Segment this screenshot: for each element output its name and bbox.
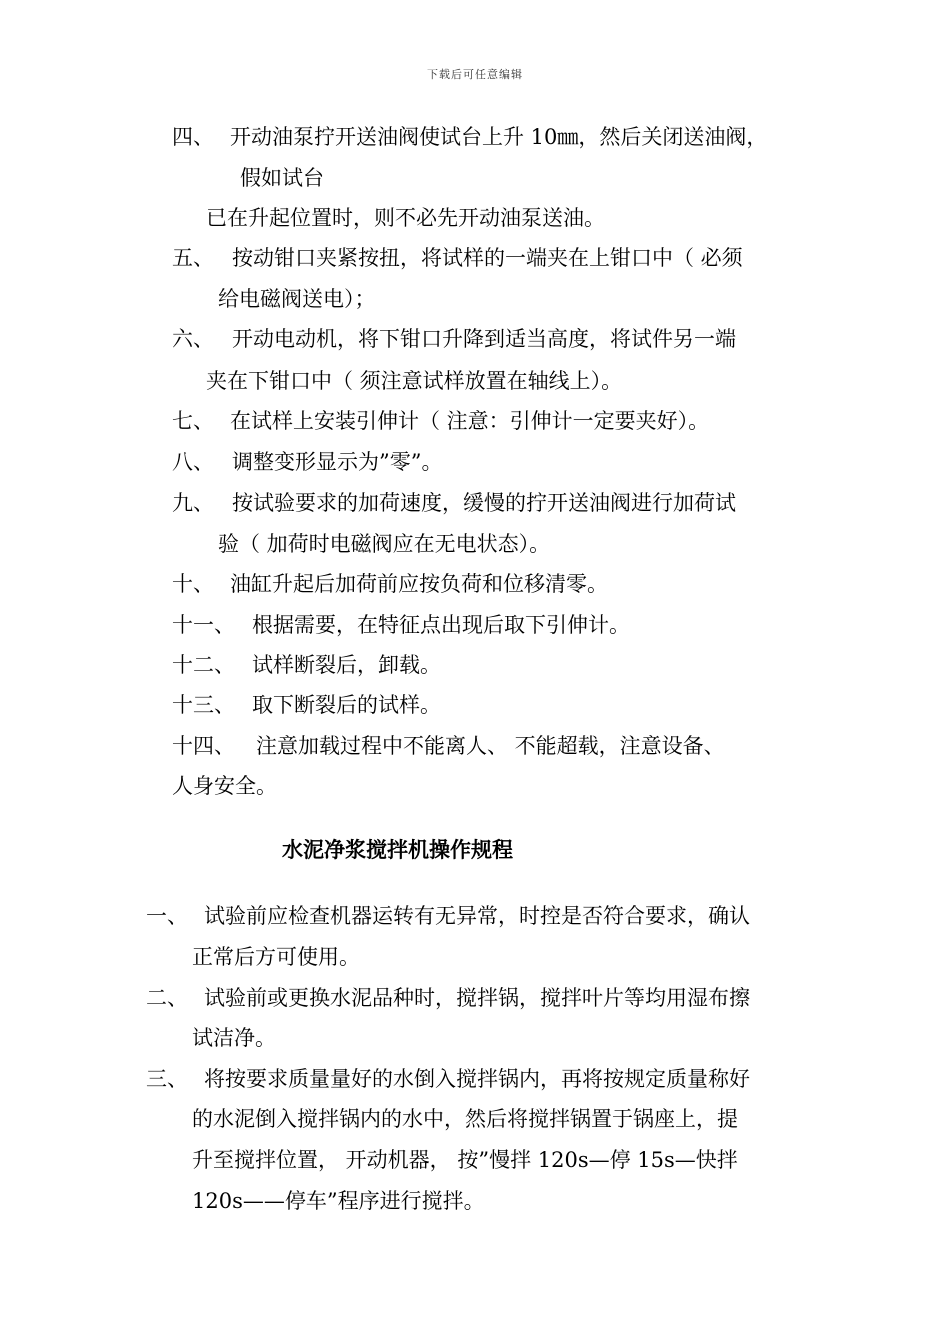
item-number: 十、 [172,572,214,596]
list-item-continuation [206,203,605,233]
item-text: 验（ 加荷时电磁阀应在无电状态）。 [218,532,551,556]
item-text: 试洁净。 [192,1026,276,1050]
item-text: 升至搅拌位置， 开动机器， 按”慢拌 120s—停 15s—快拌 [192,1148,738,1172]
item-text: 人身安全。 [172,774,277,798]
list-item [146,901,750,931]
item-text: 试样断裂后，卸载。 [252,653,441,677]
item-text: 给电磁阀送电）； [218,287,376,311]
item-text: 试验前或更换水泥品种时，搅拌锅，搅拌叶片等均用湿布擦 [204,986,750,1010]
item-number: 九、 [172,491,214,515]
list-item [146,983,750,1013]
list-item-continuation [218,529,550,559]
item-text: 根据需要，在特征点出现后取下引伸计。 [252,613,630,637]
list-item [172,243,743,273]
list-item-continuation [192,942,360,972]
list-item [172,324,736,354]
section-title: 水泥净浆搅拌机操作规程 [282,837,513,862]
item-text: 取下断裂后的试样。 [252,693,441,717]
item-number: 八、 [172,450,214,474]
list-item-continuation [192,1186,485,1216]
item-number: 二、 [146,986,188,1010]
list-item-continuation [172,771,277,801]
list-item-continuation [192,1104,738,1134]
list-item-continuation [240,163,324,193]
item-text: 正常后方可使用。 [192,945,360,969]
item-text: 按试验要求的加荷速度，缓慢的拧开送油阀进行加荷试 [232,491,736,515]
item-text: 调整变形显示为”零”。 [232,450,443,474]
list-item [172,488,736,518]
item-text: 夹在下钳口中（ 须注意试样放置在轴线上）。 [206,369,623,393]
item-text: 将按要求质量量好的水倒入搅拌锅内，再将按规定质量称好 [204,1067,750,1091]
item-number: 四、 [172,125,214,149]
item-text: 在试样上安装引伸计（ 注意：引伸计一定要夹好）。 [230,409,710,433]
item-text: 油缸升起后加荷前应按负荷和位移清零。 [230,572,608,596]
item-number: 十四、 [172,734,235,758]
item-number: 七、 [172,409,214,433]
item-number: 一、 [146,904,188,928]
list-item [172,406,709,436]
list-item [172,690,441,720]
page-header: 下载后可任意编辑 [427,68,523,81]
item-number: 六、 [172,327,214,351]
list-item-continuation [192,1145,738,1175]
list-item [172,731,725,761]
list-item-continuation [206,366,622,396]
item-number: 十一、 [172,613,235,637]
item-number: 三、 [146,1067,188,1091]
list-item-continuation [192,1023,276,1053]
item-text: 试验前应检查机器运转有无异常，时控是否符合要求，确认 [204,904,750,928]
list-item [172,447,442,477]
list-item-continuation [218,284,376,314]
list-item [172,650,441,680]
item-text: 120s——停车”程序进行搅拌。 [192,1189,485,1213]
item-text: 假如试台 [240,166,324,190]
item-text: 的水泥倒入搅拌锅内的水中，然后将搅拌锅置于锅座上，提 [192,1107,738,1131]
list-item [172,569,608,599]
list-item [172,122,767,152]
item-text: 开动电动机，将下钳口升降到适当高度，将试件另一端 [232,327,736,351]
item-text: 已在升起位置时，则不必先开动油泵送油。 [206,206,605,230]
item-number: 五、 [172,246,214,270]
item-number: 十三、 [172,693,235,717]
item-text: 按动钳口夹紧按扭，将试样的一端夹在上钳口中（ 必须 [232,246,743,270]
list-item [172,610,630,640]
list-item [146,1064,750,1094]
item-text: 注意加载过程中不能离人、 不能超载，注意设备、 [256,734,725,758]
item-number: 十二、 [172,653,235,677]
item-text: 开动油泵拧开送油阀使试台上升 10㎜，然后关闭送油阀， [230,125,768,149]
